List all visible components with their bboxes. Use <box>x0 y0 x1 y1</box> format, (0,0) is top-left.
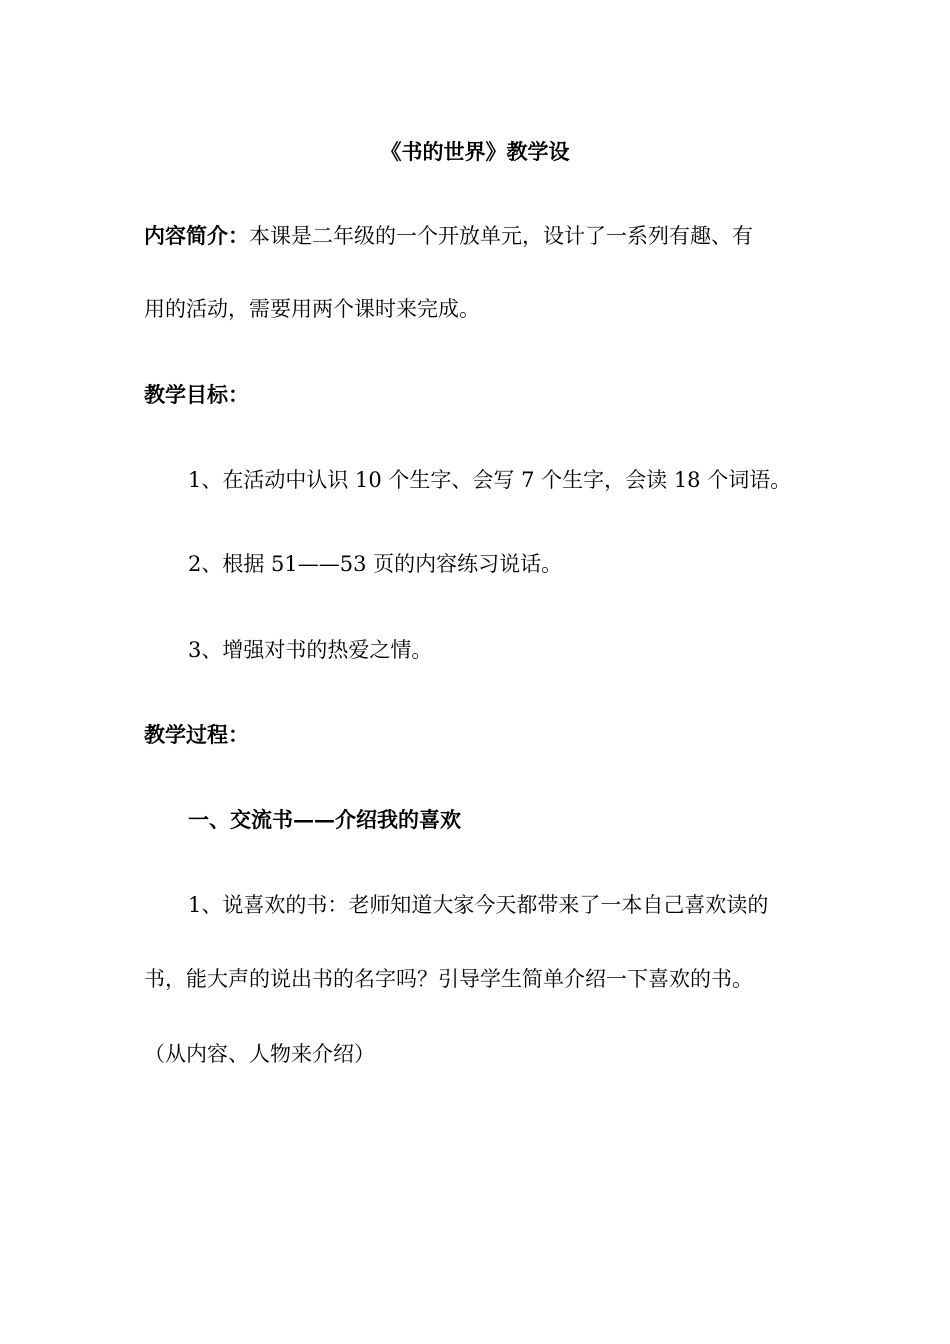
section-1-heading: 一、交流书——介绍我的喜欢 <box>188 807 461 832</box>
intro-text-1: 本课是二年级的一个开放单元，设计了一系列有趣、有 <box>249 224 753 248</box>
intro-label: 内容简介： <box>144 223 249 248</box>
objectives-heading: 教学目标： <box>144 382 249 407</box>
intro-text-2: 用的活动，需要用两个课时来完成。 <box>144 297 480 321</box>
objective-item-1: 1、在活动中认识 10 个生字、会写 7 个生字，会读 18 个词语。 <box>188 468 792 492</box>
objective-item-3: 3、增强对书的热爱之情。 <box>188 638 433 662</box>
objective-item-2: 2、根据 51——53 页的内容练习说话。 <box>188 552 563 576</box>
intro-paragraph-line-1 <box>144 221 753 251</box>
step-1-line-3: （从内容、人物来介绍） <box>144 1042 375 1066</box>
step-1-line-1: 1、说喜欢的书：老师知道大家今天都带来了一本自己喜欢读的 <box>188 893 769 917</box>
step-1-line-2: 书，能大声的说出书的名字吗？引导学生简单介绍一下喜欢的书。 <box>144 967 753 991</box>
process-heading: 教学过程： <box>144 722 249 747</box>
document-title: 《书的世界》教学设 <box>380 139 570 164</box>
